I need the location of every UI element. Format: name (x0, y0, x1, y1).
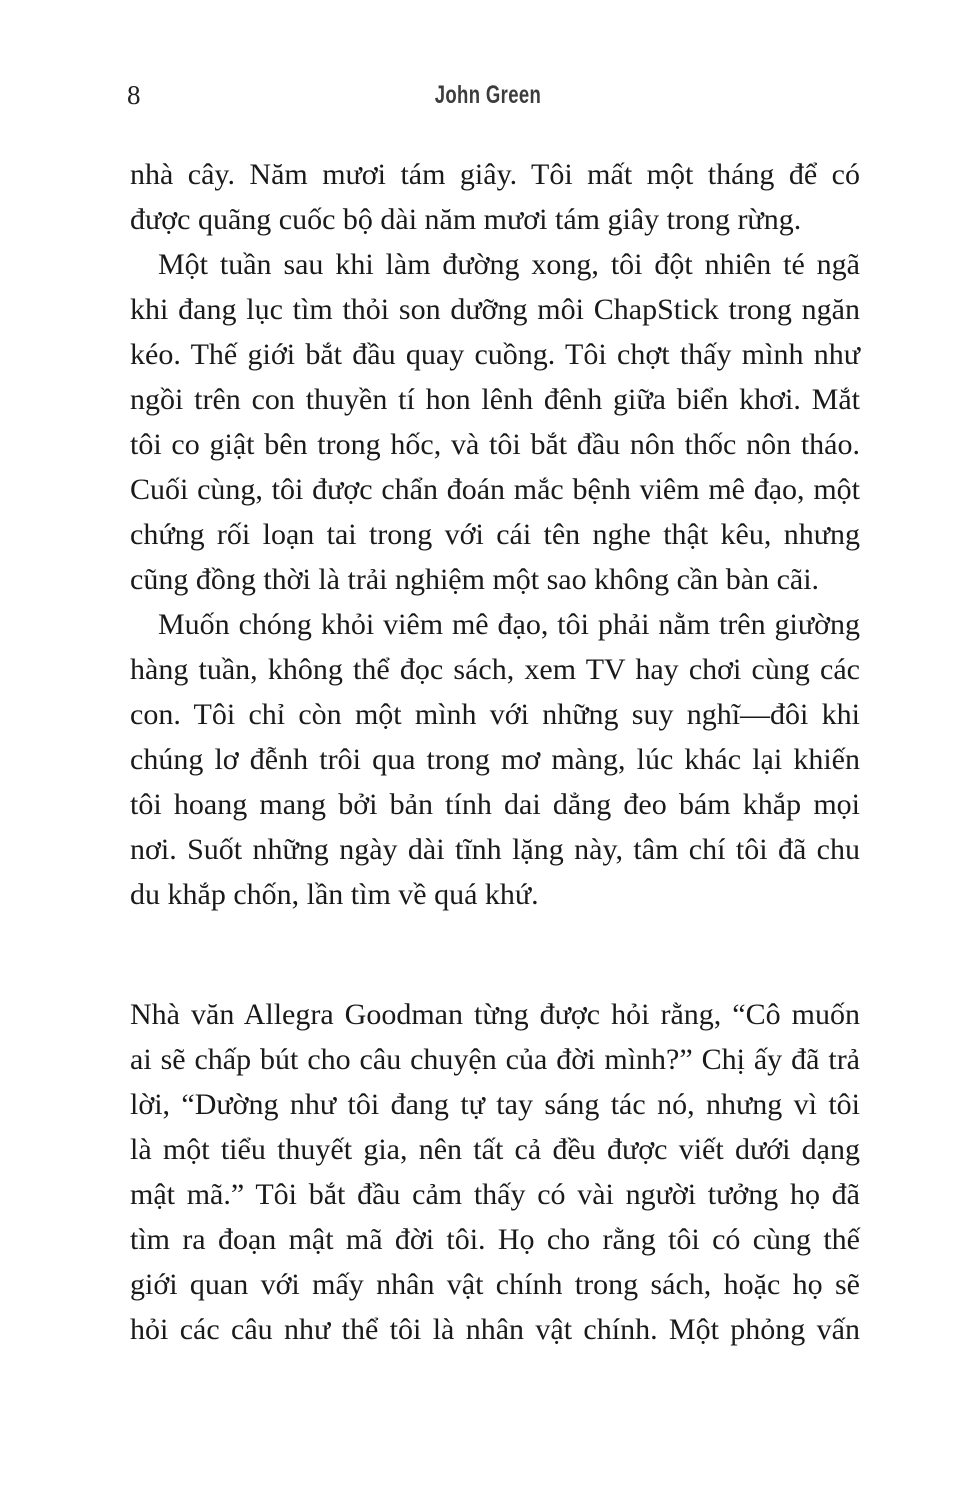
text-line: con. Tôi chỉ còn một mình với những suy nghĩ—đôi khi (130, 698, 860, 731)
text-line: ai sẽ chấp bút cho câu chuyện của đời mình?” Chị ấy đã trả (130, 1043, 860, 1076)
page-number: 8 (127, 80, 141, 110)
text-line: tìm ra đoạn mật mã đời tôi. Họ cho rằng tôi có cùng thế (130, 1223, 860, 1256)
text-line: du khắp chốn, lần tìm về quá khứ. (130, 878, 539, 911)
text-line: kéo. Thế giới bắt đầu quay cuồng. Tôi chợt thấy mình như (130, 338, 860, 371)
text-line: Cuối cùng, tôi được chẩn đoán mắc bệnh viêm mê đạo, một (130, 473, 860, 506)
text-line: khi đang lục tìm thỏi son dưỡng môi ChapStick trong ngăn (130, 293, 860, 326)
text-line: là một tiểu thuyết gia, nên tất cả đều được viết dưới dạng (130, 1133, 860, 1166)
paragraph (130, 602, 860, 917)
paragraph (130, 152, 860, 242)
text-line: chứng rối loạn tai trong với cái tên nghe thật kêu, nhưng (130, 518, 860, 551)
text-line: cũng đồng thời là trải nghiệm một sao không cần bàn cãi. (130, 563, 820, 596)
text-line: ngồi trên con thuyền tí hon lênh đênh giữa biển khơi. Mắt (130, 383, 860, 416)
text-line: Nhà văn Allegra Goodman từng được hỏi rằng, “Cô muốn (130, 998, 860, 1031)
paragraph (130, 992, 860, 1352)
paragraph (130, 242, 860, 602)
running-header (0, 80, 975, 114)
text-line: Một tuần sau khi làm đường xong, tôi đột nhiên té ngã (158, 248, 860, 281)
text-line: hỏi các câu như thể tôi là nhân vật chính. Một phỏng vấn (130, 1313, 860, 1346)
text-line: mật mã.” Tôi bắt đầu cảm thấy có vài người tưởng họ đã (130, 1178, 860, 1211)
text-line: nhà cây. Năm mươi tám giây. Tôi mất một tháng để có (130, 158, 860, 191)
text-line: tôi co giật bên trong hốc, và tôi bắt đầu nôn thốc nôn tháo. (130, 428, 860, 461)
text-line: chúng lơ đễnh trôi qua trong mơ màng, lúc khác lại khiến (130, 743, 860, 776)
body-text (130, 152, 860, 1352)
text-line: hàng tuần, không thể đọc sách, xem TV hay chơi cùng các (130, 653, 860, 686)
text-line: nơi. Suốt những ngày dài tĩnh lặng này, tâm chí tôi đã chu (130, 833, 860, 866)
running-header-text: John Green (434, 81, 541, 109)
text-line: Muốn chóng khỏi viêm mê đạo, tôi phải nằm trên giường (158, 608, 860, 641)
text-line: tôi hoang mang bởi bản tính dai dẳng đeo bám khắp mọi (130, 788, 860, 821)
text-line: được quãng cuốc bộ dài năm mươi tám giây trong rừng. (130, 203, 802, 236)
text-line: giới quan với mấy nhân vật chính trong sách, hoặc họ sẽ (130, 1268, 860, 1301)
text-line: lời, “Dường như tôi đang tự tay sáng tác nó, nhưng vì tôi (130, 1088, 860, 1121)
